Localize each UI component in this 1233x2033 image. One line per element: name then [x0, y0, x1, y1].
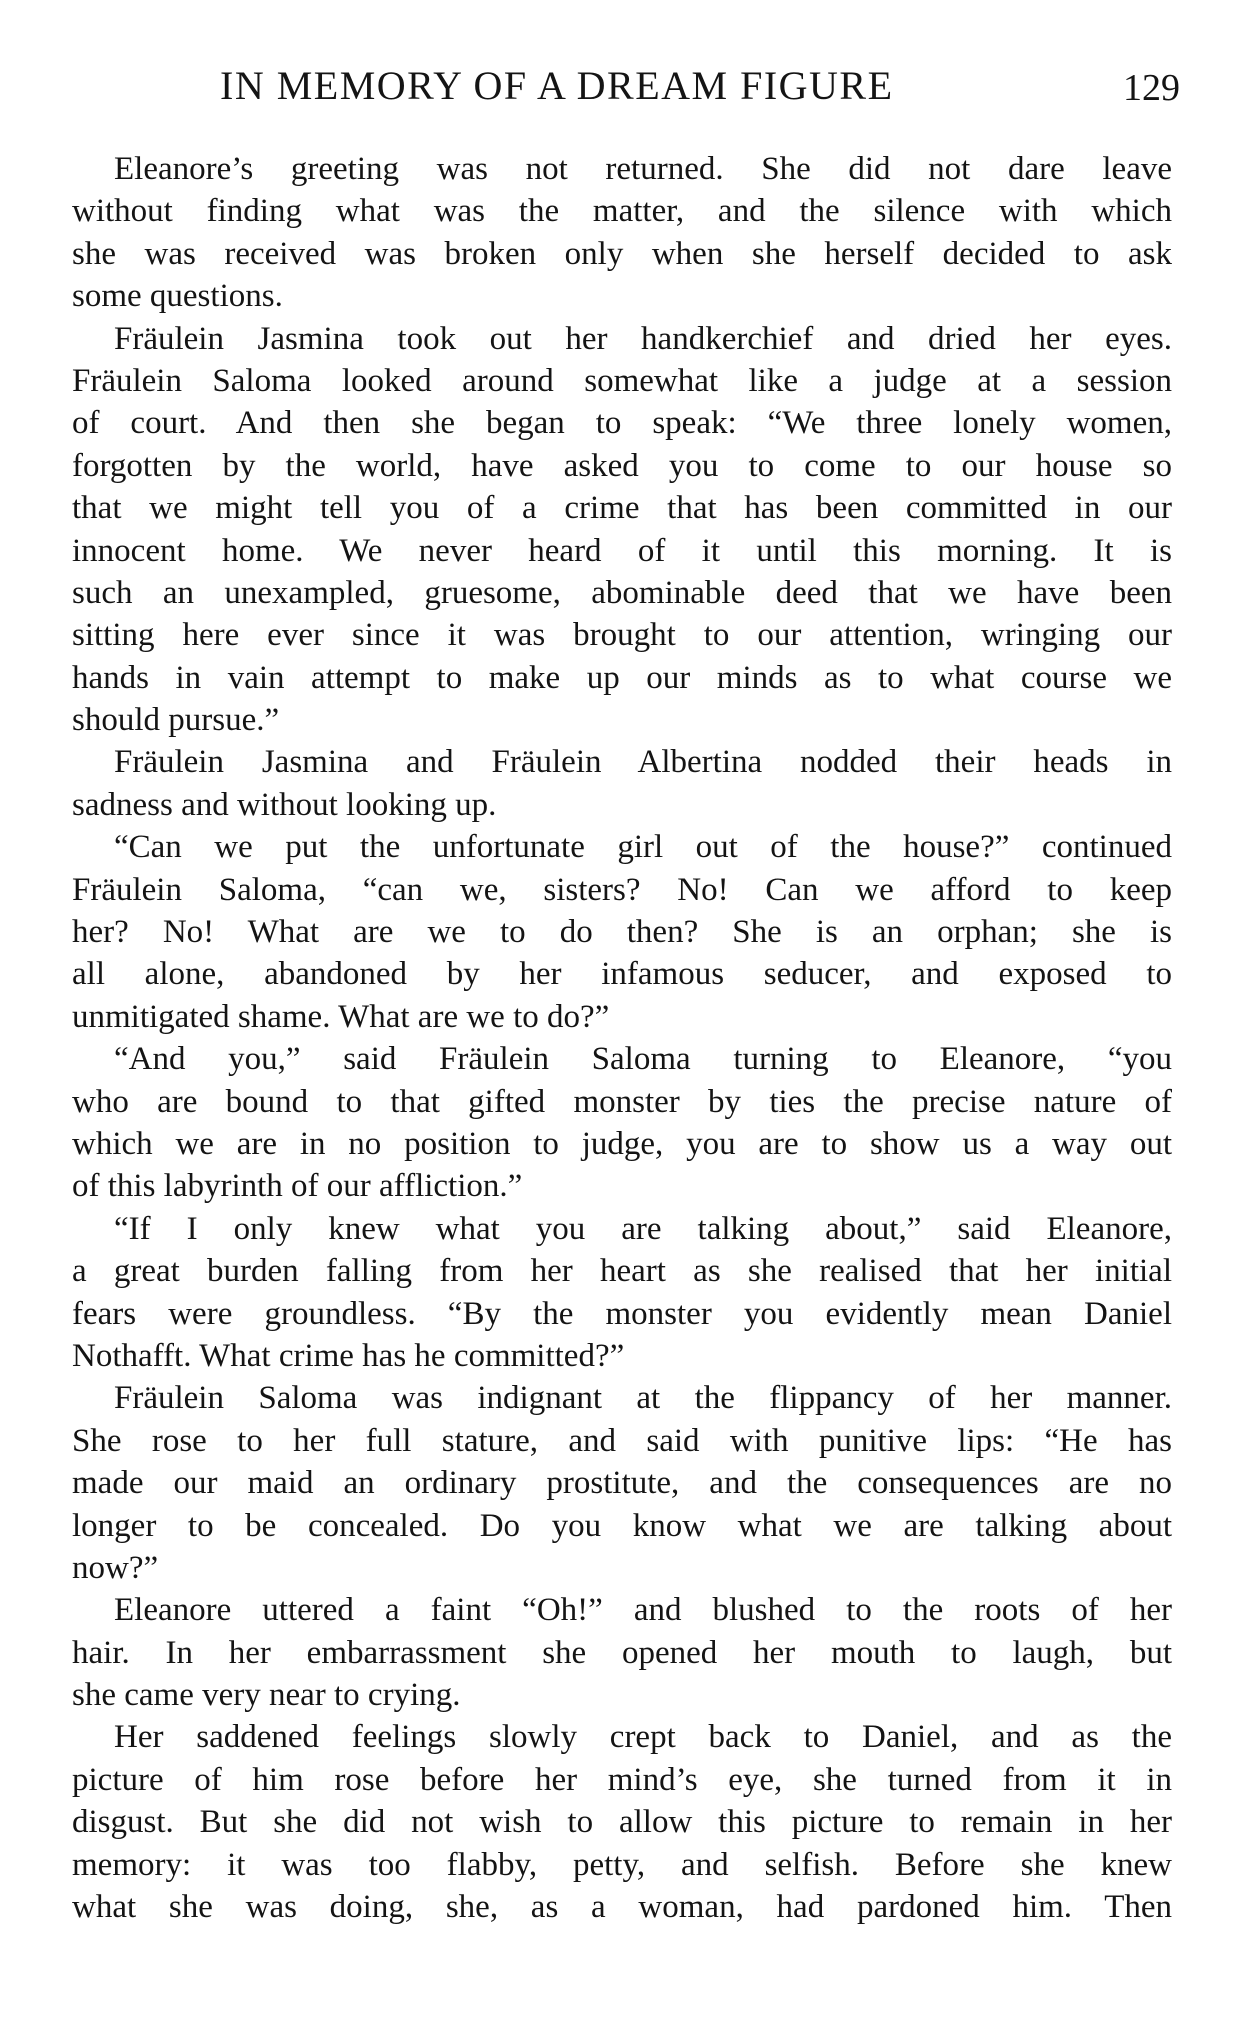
text-line: should pursue.”: [72, 702, 280, 739]
text-line: unmitigated shame. What are we to do?”: [72, 998, 610, 1035]
text-line: sadness and without looking up.: [72, 786, 497, 823]
text-line: hair. In her embarrassment she opened her mouth to laugh, but: [72, 1634, 1172, 1671]
text-line: now?”: [72, 1549, 159, 1586]
text-line: which we are in no position to judge, you are to show us a way out: [72, 1125, 1172, 1162]
text-line: Eleanore’s greeting was not returned. She did not dare leave: [114, 151, 1172, 187]
page-number: 129: [1123, 67, 1180, 109]
text-line: longer to be concealed. Do you know what we are talking about: [72, 1507, 1172, 1544]
text-line: who are bound to that gifted monster by ties the precise nature of: [72, 1083, 1172, 1120]
text-line: fears were groundless. “By the monster you evidently mean Daniel: [72, 1295, 1172, 1332]
text-line: innocent home. We never heard of it until this morning. It is: [72, 532, 1172, 569]
text-line: disgust. But she did not wish to allow this picture to remain in her: [72, 1804, 1172, 1841]
text-line: she came very near to crying.: [72, 1677, 461, 1714]
text-line: some questions.: [72, 278, 283, 315]
text-line: of this labyrinth of our affliction.”: [72, 1168, 523, 1205]
text-line: Fräulein Saloma was indignant at the flippancy of her manner.: [114, 1380, 1172, 1417]
text-line: forgotten by the world, have asked you to come to our house so: [72, 447, 1172, 484]
text-line: she was received was broken only when she herself decided to ask: [72, 235, 1172, 272]
text-line: what she was doing, she, as a woman, had pardoned him. Then: [72, 1889, 1172, 1926]
text-line: memory: it was too flabby, petty, and selfish. Before she knew: [72, 1846, 1172, 1883]
body-text: [72, 148, 1172, 1928]
text-line: “If I only knew what you are talking about,” said Eleanore,: [114, 1210, 1172, 1247]
text-line: “Can we put the unfortunate girl out of the house?” continued: [114, 829, 1172, 866]
text-line: Eleanore uttered a faint “Oh!” and blushed to the roots of her: [114, 1592, 1172, 1629]
text-line: such an unexampled, gruesome, abominable deed that we have been: [72, 574, 1172, 611]
running-title: IN MEMORY OF A DREAM FIGURE: [220, 63, 894, 108]
text-line: Fräulein Saloma looked around somewhat like a judge at a session: [72, 362, 1172, 399]
text-line: sitting here ever since it was brought to our attention, wringing our: [72, 617, 1172, 654]
text-line: Fräulein Saloma, “can we, sisters? No! Can we afford to keep: [72, 871, 1172, 908]
text-line: all alone, abandoned by her infamous seducer, and exposed to: [72, 956, 1172, 993]
text-line: picture of him rose before her mind’s eye, she turned from it in: [72, 1761, 1172, 1798]
text-line: a great burden falling from her heart as she realised that her initial: [72, 1253, 1172, 1290]
text-line: Her saddened feelings slowly crept back to Daniel, and as the: [114, 1719, 1172, 1756]
text-line: Fräulein Jasmina and Fräulein Albertina nodded their heads in: [114, 744, 1172, 781]
running-head: [220, 62, 1180, 122]
text-line: of court. And then she began to speak: “We three lonely women,: [72, 405, 1172, 442]
text-line: her? No! What are we to do then? She is an orphan; she is: [72, 914, 1172, 951]
text-line: hands in vain attempt to make up our minds as to what course we: [72, 659, 1172, 696]
text-line: Fräulein Jasmina took out her handkerchief and dried her eyes.: [114, 320, 1172, 357]
text-line: She rose to her full stature, and said with punitive lips: “He has: [72, 1422, 1172, 1459]
text-line: Nothafft. What crime has he committed?”: [72, 1337, 625, 1374]
text-line: that we might tell you of a crime that has been committed in our: [72, 490, 1172, 527]
text-line: made our maid an ordinary prostitute, and the consequences are no: [72, 1465, 1172, 1502]
text-line: “And you,” said Fräulein Saloma turning to Eleanore, “you: [114, 1041, 1172, 1078]
text-line: without finding what was the matter, and the silence with which: [72, 193, 1172, 230]
